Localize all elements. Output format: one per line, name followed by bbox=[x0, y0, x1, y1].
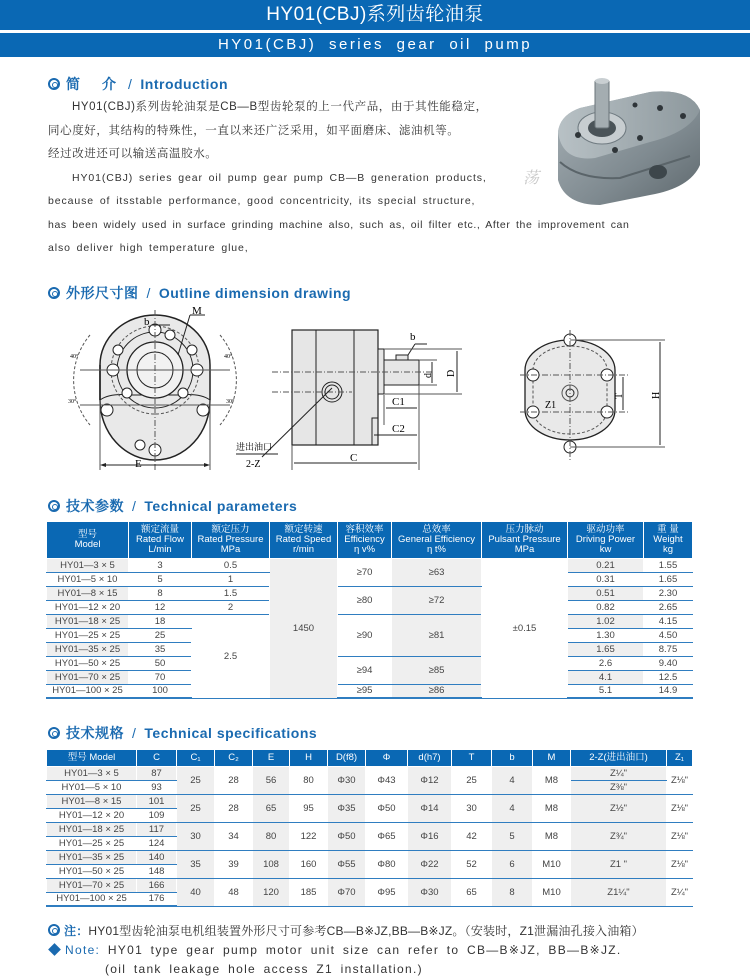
t-cell: 30 bbox=[452, 794, 492, 822]
section-title-specifications bbox=[48, 723, 317, 743]
intro-text bbox=[48, 96, 630, 261]
b-cell: 5 bbox=[492, 822, 533, 850]
weight-cell: 4.50 bbox=[644, 628, 693, 642]
z1-cell: Z¼" bbox=[667, 878, 693, 906]
intro-en-line-3: has been widely used in surface grinding machine also, such as, oil filter etc., After the improvement can bbox=[48, 218, 630, 231]
note-cn-label: 注： bbox=[64, 924, 89, 938]
table-header-row bbox=[47, 750, 693, 766]
gen-eff-cell: ≥85 bbox=[392, 656, 482, 684]
intro-cn-line-2: 同心度好，其结构的特殊性，一直以来还广泛采用，如平面磨床、滤油机等。 bbox=[48, 124, 460, 137]
model-cell: HY01—70 × 25 bbox=[47, 670, 129, 684]
svg-text:b: b bbox=[410, 331, 416, 343]
model-cell: HY01—100 × 25 bbox=[47, 892, 137, 906]
note-en-text: HY01 type gear pump motor unit size can refer to CB—B※JZ, BB—B※JZ. bbox=[107, 943, 622, 957]
phi-cell: Φ80 bbox=[366, 850, 408, 878]
note-cn bbox=[48, 922, 644, 939]
note-en-line-2: (oil tank leakage hole access Z1 installation.) bbox=[105, 962, 423, 976]
svg-text:C1: C1 bbox=[392, 396, 405, 408]
slash-separator: / bbox=[146, 285, 151, 301]
model-cell: HY01—3 × 5 bbox=[47, 558, 129, 572]
ring-bullet-icon bbox=[48, 727, 60, 739]
power-cell: 0.31 bbox=[568, 572, 644, 586]
flow-cell: 18 bbox=[129, 614, 192, 628]
watermark-text: 荡 bbox=[523, 170, 540, 187]
t-cell: 65 bbox=[452, 878, 492, 906]
vol-eff-cell: ≥95 bbox=[338, 684, 392, 698]
svg-text:M: M bbox=[192, 305, 202, 317]
model-cell: HY01—18 × 25 bbox=[47, 614, 129, 628]
h-cell: 122 bbox=[290, 822, 328, 850]
z1-cell: Z⅛" bbox=[667, 850, 693, 878]
2z-cell: Z⅜" bbox=[571, 780, 667, 794]
2z-cell: Z½" bbox=[571, 794, 667, 822]
svg-text:2-Z: 2-Z bbox=[246, 459, 261, 470]
flow-cell: 100 bbox=[129, 684, 192, 698]
d-h7-cell: Φ22 bbox=[408, 850, 452, 878]
e-cell: 120 bbox=[253, 878, 290, 906]
z1-cell: Z⅛" bbox=[667, 766, 693, 794]
svg-text:Z1: Z1 bbox=[545, 400, 557, 411]
diamond-bullet-icon bbox=[48, 943, 61, 956]
c-cell: 176 bbox=[137, 892, 177, 906]
svg-text:30°: 30° bbox=[68, 399, 77, 405]
phi-cell: Φ50 bbox=[366, 794, 408, 822]
intro-en-line-4: also deliver high temperature glue, bbox=[48, 242, 249, 254]
c-cell: 140 bbox=[137, 850, 177, 864]
pressure-cell: 2.5 bbox=[192, 614, 270, 698]
pressure-cell: 1.5 bbox=[192, 586, 270, 600]
svg-text:进出油口: 进出油口 bbox=[236, 442, 273, 452]
flow-cell: 70 bbox=[129, 670, 192, 684]
slash-separator: / bbox=[132, 498, 137, 514]
speed-cell: 1450 bbox=[270, 558, 338, 698]
section-title-outline bbox=[48, 283, 351, 303]
col-header-c1: C₁ bbox=[177, 750, 215, 766]
parameters-table bbox=[46, 522, 693, 699]
c-cell: 101 bbox=[137, 794, 177, 808]
model-cell: HY01—5 × 10 bbox=[47, 572, 129, 586]
e-cell: 108 bbox=[253, 850, 290, 878]
section-title-en: Technical specifications bbox=[144, 725, 318, 741]
model-cell: HY01—3 × 5 bbox=[47, 766, 137, 780]
e-cell: 80 bbox=[253, 822, 290, 850]
t-cell: 25 bbox=[452, 766, 492, 794]
col-header-pressure: 额定压力 Rated Pressure MPa bbox=[192, 522, 270, 558]
table-row bbox=[47, 794, 693, 808]
weight-cell: 2.30 bbox=[644, 586, 693, 600]
col-header-vol-eff: 容积效率 Efficiency η v% bbox=[338, 522, 392, 558]
col-header-m: M bbox=[533, 750, 571, 766]
power-cell: 0.51 bbox=[568, 586, 644, 600]
col-header-b: b bbox=[492, 750, 533, 766]
c2-cell: 48 bbox=[215, 878, 253, 906]
weight-cell: 14.9 bbox=[644, 684, 693, 698]
col-header-gen-eff: 总效率 General Efficiency η t% bbox=[392, 522, 482, 558]
c1-cell: 30 bbox=[177, 822, 215, 850]
table-row bbox=[47, 558, 693, 572]
h-cell: 185 bbox=[290, 878, 328, 906]
weight-cell: 8.75 bbox=[644, 642, 693, 656]
gen-eff-cell: ≥86 bbox=[392, 684, 482, 698]
c-cell: 87 bbox=[137, 766, 177, 780]
model-cell: HY01—35 × 25 bbox=[47, 642, 129, 656]
ring-bullet-icon bbox=[48, 924, 60, 936]
svg-text:30°: 30° bbox=[226, 399, 235, 405]
weight-cell: 2.65 bbox=[644, 600, 693, 614]
h-cell: 80 bbox=[290, 766, 328, 794]
c-cell: 93 bbox=[137, 780, 177, 794]
t-cell: 52 bbox=[452, 850, 492, 878]
c-cell: 148 bbox=[137, 864, 177, 878]
power-cell: 0.21 bbox=[568, 558, 644, 572]
d-h7-cell: Φ12 bbox=[408, 766, 452, 794]
c1-cell: 25 bbox=[177, 794, 215, 822]
model-cell: HY01—8 × 15 bbox=[47, 794, 137, 808]
slash-separator: / bbox=[128, 76, 133, 92]
note-en bbox=[48, 943, 622, 957]
pressure-cell: 1 bbox=[192, 572, 270, 586]
ring-bullet-icon bbox=[48, 287, 60, 299]
c2-cell: 34 bbox=[215, 822, 253, 850]
section-title-parameters bbox=[48, 496, 297, 516]
col-header-d: D(f8) bbox=[328, 750, 366, 766]
flow-cell: 50 bbox=[129, 656, 192, 670]
d-h7-cell: Φ30 bbox=[408, 878, 452, 906]
intro-cn-line-1: HY01(CBJ)系列齿轮油泵是CB—B型齿轮泵的上一代产品，由于其性能稳定， bbox=[72, 101, 488, 113]
table-row bbox=[47, 878, 693, 892]
power-cell: 0.82 bbox=[568, 600, 644, 614]
vol-eff-cell: ≥80 bbox=[338, 586, 392, 614]
svg-text:b: b bbox=[144, 316, 150, 328]
weight-cell: 12.5 bbox=[644, 670, 693, 684]
weight-cell: 9.40 bbox=[644, 656, 693, 670]
svg-text:C: C bbox=[350, 452, 358, 464]
c1-cell: 25 bbox=[177, 766, 215, 794]
d-f8-cell: Φ55 bbox=[328, 850, 366, 878]
section-title-introduction bbox=[48, 74, 228, 94]
d-f8-cell: Φ30 bbox=[328, 766, 366, 794]
section-title-cn: 技术规格 bbox=[66, 725, 124, 741]
table-row bbox=[47, 822, 693, 836]
model-cell: HY01—50 × 25 bbox=[47, 656, 129, 670]
flow-cell: 35 bbox=[129, 642, 192, 656]
power-cell: 2.6 bbox=[568, 656, 644, 670]
gen-eff-cell: ≥72 bbox=[392, 586, 482, 614]
d-f8-cell: Φ70 bbox=[328, 878, 366, 906]
model-cell: HY01—12 × 20 bbox=[47, 808, 137, 822]
svg-text:E: E bbox=[135, 458, 142, 470]
m-cell: M10 bbox=[533, 850, 571, 878]
col-header-e: E bbox=[253, 750, 290, 766]
c2-cell: 39 bbox=[215, 850, 253, 878]
end-view-drawing bbox=[515, 330, 675, 485]
title-banner-en: HY01(CBJ) series gear oil pump bbox=[0, 33, 750, 57]
power-cell: 1.02 bbox=[568, 614, 644, 628]
model-cell: HY01—50 × 25 bbox=[47, 864, 137, 878]
svg-text:H: H bbox=[651, 391, 662, 399]
end-view-diagram-icon bbox=[515, 330, 675, 480]
z1-cell: Z⅛" bbox=[667, 794, 693, 822]
svg-text:D: D bbox=[446, 369, 457, 377]
d-f8-cell: Φ50 bbox=[328, 822, 366, 850]
m-cell: M8 bbox=[533, 794, 571, 822]
b-cell: 6 bbox=[492, 850, 533, 878]
2z-cell: Z1¼" bbox=[571, 878, 667, 906]
c2-cell: 28 bbox=[215, 766, 253, 794]
side-view-diagram-icon bbox=[232, 320, 472, 475]
phi-cell: Φ43 bbox=[366, 766, 408, 794]
pressure-cell: 2 bbox=[192, 600, 270, 614]
side-view-drawing bbox=[232, 320, 472, 480]
2z-cell: Z¼" bbox=[571, 766, 667, 780]
col-header-z1: Z₁ bbox=[667, 750, 693, 766]
vol-eff-cell: ≥94 bbox=[338, 656, 392, 684]
section-title-en: Outline dimension drawing bbox=[158, 285, 352, 301]
d-h7-cell: Φ16 bbox=[408, 822, 452, 850]
c1-cell: 40 bbox=[177, 878, 215, 906]
col-header-2z: 2-Z(进出油口) bbox=[571, 750, 667, 766]
ring-bullet-icon bbox=[48, 500, 60, 512]
section-title-en: Technical parameters bbox=[144, 498, 298, 514]
table-header-row bbox=[47, 522, 693, 558]
col-header-h: H bbox=[290, 750, 328, 766]
col-header-model: 型号 Model bbox=[47, 750, 137, 766]
c2-cell: 28 bbox=[215, 794, 253, 822]
col-header-flow: 额定流量 Rated Flow L/min bbox=[129, 522, 192, 558]
col-header-c: C bbox=[137, 750, 177, 766]
table-row bbox=[47, 586, 693, 600]
m-cell: M8 bbox=[533, 822, 571, 850]
section-title-en: Introduction bbox=[140, 76, 229, 92]
model-cell: HY01—18 × 25 bbox=[47, 822, 137, 836]
b-cell: 4 bbox=[492, 794, 533, 822]
model-cell: HY01—25 × 25 bbox=[47, 836, 137, 850]
table-row bbox=[47, 684, 693, 698]
e-cell: 65 bbox=[253, 794, 290, 822]
b-cell: 8 bbox=[492, 878, 533, 906]
phi-cell: Φ95 bbox=[366, 878, 408, 906]
front-view-drawing bbox=[60, 305, 250, 480]
vol-eff-cell: ≥70 bbox=[338, 558, 392, 586]
model-cell: HY01—5 × 10 bbox=[47, 780, 137, 794]
svg-text:40°: 40° bbox=[224, 354, 233, 360]
flow-cell: 12 bbox=[129, 600, 192, 614]
b-cell: 4 bbox=[492, 766, 533, 794]
slash-separator: / bbox=[132, 725, 137, 741]
2z-cell: Z1 " bbox=[571, 850, 667, 878]
gear-pump-image-icon bbox=[540, 70, 710, 210]
c-cell: 166 bbox=[137, 878, 177, 892]
flow-cell: 5 bbox=[129, 572, 192, 586]
t-cell: 42 bbox=[452, 822, 492, 850]
svg-text:C2: C2 bbox=[392, 423, 405, 435]
flow-cell: 8 bbox=[129, 586, 192, 600]
h-cell: 95 bbox=[290, 794, 328, 822]
svg-text:40°: 40° bbox=[70, 354, 79, 360]
d-f8-cell: Φ35 bbox=[328, 794, 366, 822]
power-cell: 4.1 bbox=[568, 670, 644, 684]
phi-cell: Φ65 bbox=[366, 822, 408, 850]
ring-bullet-icon bbox=[48, 78, 60, 90]
h-cell: 160 bbox=[290, 850, 328, 878]
c1-cell: 35 bbox=[177, 850, 215, 878]
col-header-d-h7: d(h7) bbox=[408, 750, 452, 766]
section-title-cn: 简 介 bbox=[66, 76, 120, 92]
col-header-power: 驱动功率 Driving Power kw bbox=[568, 522, 644, 558]
col-header-c2: C₂ bbox=[215, 750, 253, 766]
table-row bbox=[47, 850, 693, 864]
model-cell: HY01—12 × 20 bbox=[47, 600, 129, 614]
flow-cell: 3 bbox=[129, 558, 192, 572]
model-cell: HY01—70 × 25 bbox=[47, 878, 137, 892]
c-cell: 117 bbox=[137, 822, 177, 836]
gen-eff-cell: ≥81 bbox=[392, 614, 482, 656]
col-header-speed: 额定转速 Rated Speed r/min bbox=[270, 522, 338, 558]
weight-cell: 4.15 bbox=[644, 614, 693, 628]
col-header-model: 型号 Model bbox=[47, 522, 129, 558]
col-header-phi: Φ bbox=[366, 750, 408, 766]
c-cell: 124 bbox=[137, 836, 177, 850]
section-title-cn: 技术参数 bbox=[66, 498, 124, 514]
section-title-cn: 外形尺寸图 bbox=[66, 285, 139, 301]
note-en-label: Note: bbox=[65, 943, 101, 957]
specifications-table bbox=[46, 750, 693, 907]
model-cell: HY01—25 × 25 bbox=[47, 628, 129, 642]
col-header-t: T bbox=[452, 750, 492, 766]
pump-product-photo bbox=[540, 70, 710, 210]
m-cell: M10 bbox=[533, 878, 571, 906]
model-cell: HY01—8 × 15 bbox=[47, 586, 129, 600]
table-row bbox=[47, 656, 693, 670]
col-header-weight: 重 量 Weight kg bbox=[644, 522, 693, 558]
table-row bbox=[47, 614, 693, 628]
intro-en-line-2: because of itsstable performance, good concentricity, its special structure, bbox=[48, 195, 476, 207]
model-cell: HY01—100 × 25 bbox=[47, 684, 129, 698]
power-cell: 5.1 bbox=[568, 684, 644, 698]
z1-cell: Z⅛" bbox=[667, 822, 693, 850]
m-cell: M8 bbox=[533, 766, 571, 794]
svg-text:d: d bbox=[423, 373, 434, 378]
note-cn-text: HY01型齿轮油泵电机组装置外形尺寸可参考CB—B※JZ,BB—B※JZ。（安装时，Z1泄漏油孔接入油箱） bbox=[88, 924, 644, 938]
weight-cell: 1.65 bbox=[644, 572, 693, 586]
intro-cn-line-3: 经过改进还可以输送高温胶水。 bbox=[48, 148, 218, 160]
c-cell: 109 bbox=[137, 808, 177, 822]
flow-cell: 25 bbox=[129, 628, 192, 642]
pressure-cell: 0.5 bbox=[192, 558, 270, 572]
pulsant-cell: ±0.15 bbox=[482, 558, 568, 698]
table-row bbox=[47, 766, 693, 780]
intro-en-line-1: HY01(CBJ) series gear oil pump gear pump CB—B generation products, bbox=[72, 171, 487, 184]
d-h7-cell: Φ14 bbox=[408, 794, 452, 822]
col-header-pulsant: 压力脉动 Pulsant Pressure MPa bbox=[482, 522, 568, 558]
vol-eff-cell: ≥90 bbox=[338, 614, 392, 656]
power-cell: 1.30 bbox=[568, 628, 644, 642]
model-cell: HY01—35 × 25 bbox=[47, 850, 137, 864]
weight-cell: 1.55 bbox=[644, 558, 693, 572]
2z-cell: Z¾" bbox=[571, 822, 667, 850]
svg-text:T: T bbox=[614, 392, 625, 399]
power-cell: 1.65 bbox=[568, 642, 644, 656]
e-cell: 56 bbox=[253, 766, 290, 794]
front-view-diagram-icon bbox=[60, 305, 250, 475]
gen-eff-cell: ≥63 bbox=[392, 558, 482, 586]
title-banner-cn: HY01(CBJ)系列齿轮油泵 bbox=[0, 0, 750, 30]
